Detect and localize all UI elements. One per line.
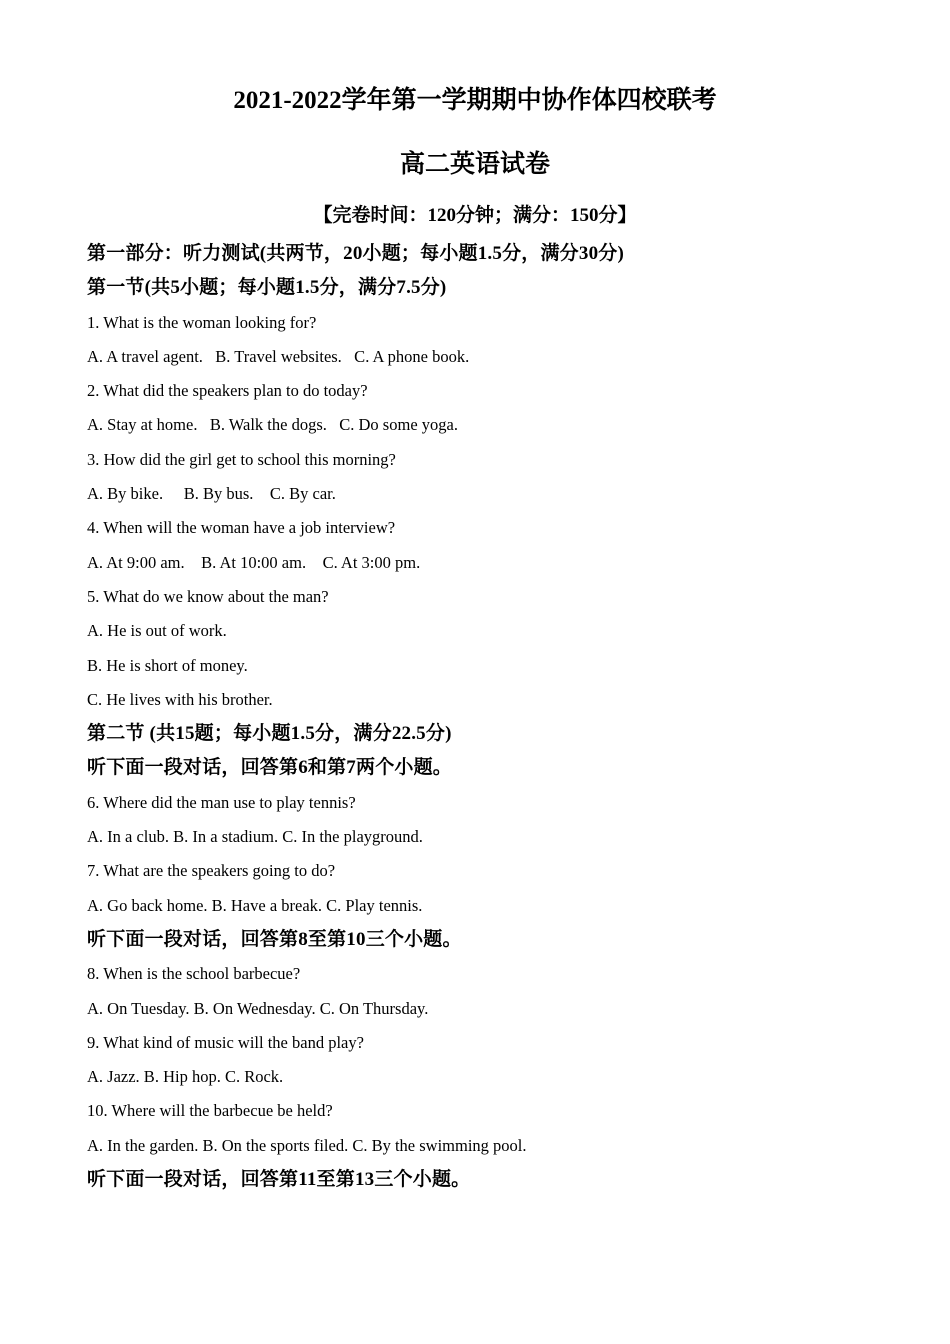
text-line: A. By bike. B. By bus. C. By car.	[87, 484, 336, 504]
text-line: 10. Where will the barbecue be held?	[87, 1101, 333, 1121]
text-line: 6. Where did the man use to play tennis?	[87, 792, 356, 812]
section-heading: 第二节 (共15题；每小题1.5分，满分22.5分)	[87, 723, 452, 745]
text-line: A. He is out of work.	[87, 621, 227, 641]
text-line: A. At 9:00 am. B. At 10:00 am. C. At 3:00 pm.	[87, 552, 421, 572]
text-line: 9. What kind of music will the band play?	[87, 1032, 364, 1052]
text-line: 8. When is the school barbecue?	[87, 964, 301, 984]
text-line: 1. What is the woman looking for?	[87, 312, 317, 332]
text-line: A. On Tuesday. B. On Wednesday. C. On Thursday.	[87, 998, 429, 1018]
text-line: A. In a club. B. In a stadium. C. In the playground.	[87, 827, 423, 847]
text-line: A. Stay at home. B. Walk the dogs. C. Do some yoga.	[87, 415, 458, 435]
section-heading: 第一节(共5小题；每小题1.5分，满分7.5分)	[87, 277, 447, 299]
section-heading: 听下面一段对话，回答第6和第7两个小题。	[87, 757, 453, 779]
text-line: A. Go back home. B. Have a break. C. Play tennis.	[87, 895, 423, 915]
exam-info: 【完卷时间：120分钟；满分：150分】	[313, 205, 637, 226]
text-line: A. In the garden. B. On the sports filed. C. By the swimming pool.	[87, 1135, 527, 1155]
section-heading: 听下面一段对话，回答第8至第10三个小题。	[87, 928, 462, 950]
text-line: 2. What did the speakers plan to do today?	[87, 381, 368, 401]
section-heading: 第一部分：听力测试(共两节，20小题；每小题1.5分，满分30分)	[87, 243, 625, 264]
section-heading: 听下面一段对话，回答第11至第13三个小题。	[87, 1169, 471, 1191]
text-line: 5. What do we know about the man?	[87, 586, 329, 606]
text-line: B. He is short of money.	[87, 655, 248, 675]
exam-subject-title: 高二英语试卷	[399, 151, 550, 178]
text-line: 3. How did the girl get to school this morning?	[87, 449, 396, 469]
text-line: A. Jazz. B. Hip hop. C. Rock.	[87, 1067, 284, 1087]
text-line: 7. What are the speakers going to do?	[87, 861, 336, 881]
exam-body	[87, 237, 887, 1197]
text-line: 4. When will the woman have a job interview?	[87, 518, 396, 538]
text-line: C. He lives with his brother.	[87, 689, 273, 709]
text-line: A. A travel agent. B. Travel websites. C. A phone book.	[87, 346, 470, 366]
exam-title: 2021-2022学年第一学期期中协作体四校联考	[233, 87, 717, 114]
